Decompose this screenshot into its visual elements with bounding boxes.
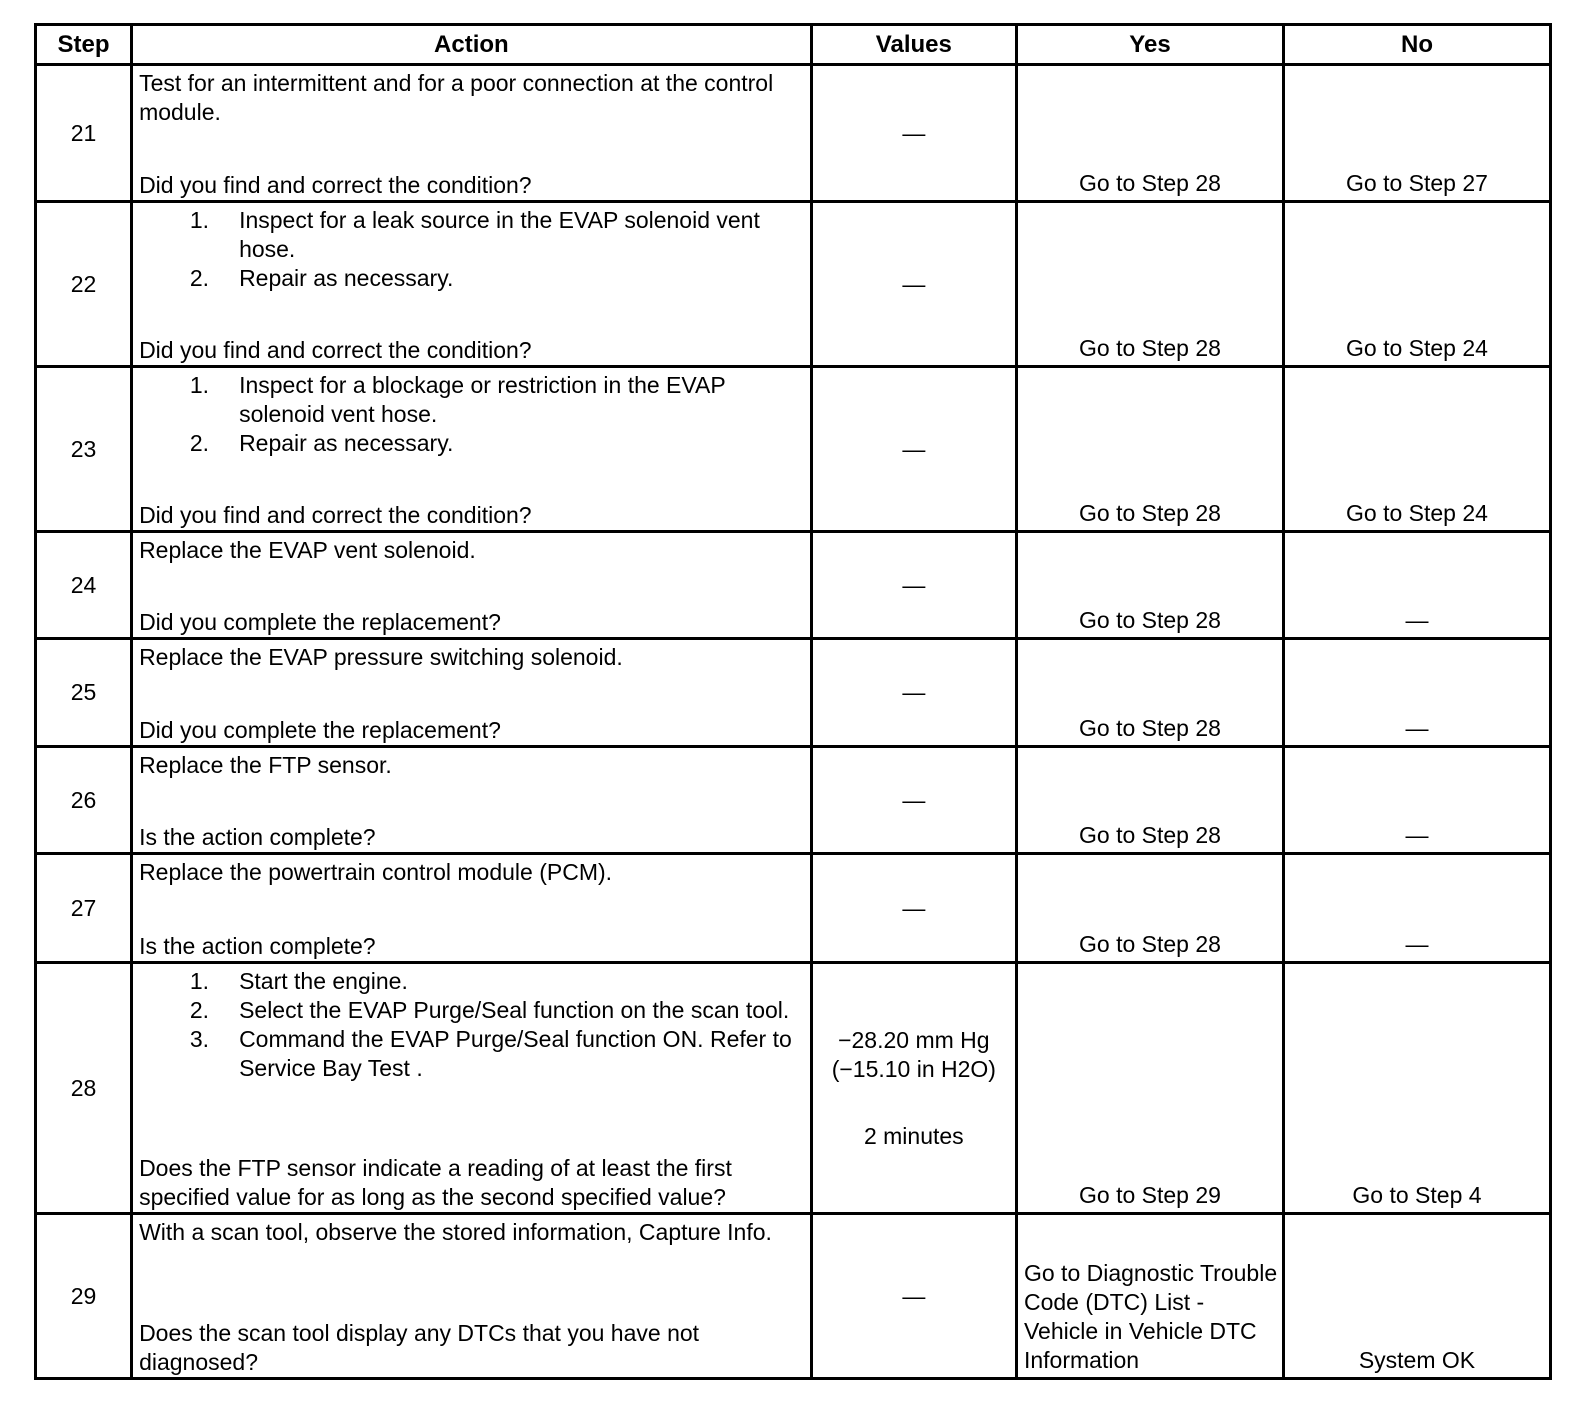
value-duration: 2 minutes bbox=[863, 1122, 964, 1149]
values-cell: — bbox=[811, 65, 1016, 202]
no-link-text: — bbox=[1405, 931, 1429, 957]
no-link-text: Go to Step 27 bbox=[1346, 170, 1488, 196]
yes-cell bbox=[1016, 202, 1283, 367]
action-cell bbox=[132, 532, 812, 639]
table-row bbox=[36, 65, 1551, 202]
step-number: 24 bbox=[36, 532, 132, 639]
no-link-text: — bbox=[1405, 822, 1429, 848]
value-pressure: −28.20 mm Hg bbox=[838, 1026, 990, 1053]
diagnostic-steps-table bbox=[34, 23, 1552, 1380]
header-values: Values bbox=[811, 25, 1016, 65]
table-row bbox=[36, 1214, 1551, 1379]
action-cell bbox=[132, 747, 812, 854]
values-cell: — bbox=[811, 854, 1016, 963]
table-row bbox=[36, 747, 1551, 854]
step-number: 25 bbox=[36, 639, 132, 747]
action-question: Does the FTP sensor indicate a reading of at least the first specified value for as long as the second specified value? bbox=[139, 1155, 732, 1210]
values-cell: — bbox=[811, 202, 1016, 367]
action-cell bbox=[132, 65, 812, 202]
step-number: 28 bbox=[36, 963, 132, 1214]
action-cell bbox=[132, 1214, 812, 1379]
table-row bbox=[36, 367, 1551, 532]
no-link-text: Go to Step 4 bbox=[1352, 1182, 1482, 1208]
step-number: 26 bbox=[36, 747, 132, 854]
list-item: 2. Repair as necessary. bbox=[189, 430, 454, 456]
yes-link-text: Go to Step 28 bbox=[1079, 170, 1221, 196]
table-row bbox=[36, 854, 1551, 963]
action-cell bbox=[132, 367, 812, 532]
list-item: 1. Inspect for a blockage or restriction in the EVAP solenoid vent hose. bbox=[189, 372, 726, 427]
action-question: Is the action complete? bbox=[139, 824, 376, 850]
values-cell: — bbox=[811, 747, 1016, 854]
yes-link-text: Go to Step 29 bbox=[1079, 1182, 1221, 1208]
no-cell bbox=[1283, 202, 1550, 367]
action-cell bbox=[132, 854, 812, 963]
action-question: Did you find and correct the condition? bbox=[139, 172, 532, 198]
no-cell bbox=[1283, 1214, 1550, 1379]
header-action: Action bbox=[132, 25, 812, 65]
action-question: Did you find and correct the condition? bbox=[139, 337, 532, 363]
table-row bbox=[36, 532, 1551, 639]
step-number: 22 bbox=[36, 202, 132, 367]
yes-cell bbox=[1016, 65, 1283, 202]
values-cell: — bbox=[811, 532, 1016, 639]
table-row bbox=[36, 202, 1551, 367]
header-step: Step bbox=[36, 25, 132, 65]
yes-cell bbox=[1016, 367, 1283, 532]
action-question: Does the scan tool display any DTCs that you have not diagnosed? bbox=[139, 1320, 700, 1375]
action-question: Did you find and correct the condition? bbox=[139, 502, 532, 528]
yes-link-text: Go to Step 28 bbox=[1079, 500, 1221, 526]
yes-link-text: Go to Step 28 bbox=[1079, 607, 1221, 633]
header-yes: Yes bbox=[1016, 25, 1283, 65]
value-pressure-alt: (−15.10 in H2O) bbox=[831, 1055, 996, 1082]
action-question: Did you complete the replacement? bbox=[139, 717, 501, 743]
action-text: Test for an intermittent and for a poor connection at the control module. bbox=[139, 70, 774, 125]
list-item: 2. Repair as necessary. bbox=[189, 265, 454, 291]
no-link-text: — bbox=[1405, 715, 1429, 741]
list-item: 2. Select the EVAP Purge/Seal function on the scan tool. bbox=[189, 997, 790, 1023]
header-no: No bbox=[1283, 25, 1550, 65]
no-cell bbox=[1283, 854, 1550, 963]
yes-link-text: Go to Diagnostic Trouble Code (DTC) List - Vehicle in Vehicle DTC Information bbox=[1023, 1260, 1278, 1373]
values-cell: — bbox=[811, 639, 1016, 747]
no-cell bbox=[1283, 963, 1550, 1214]
yes-cell bbox=[1016, 747, 1283, 854]
step-number: 21 bbox=[36, 65, 132, 202]
yes-cell bbox=[1016, 854, 1283, 963]
action-list bbox=[139, 206, 804, 293]
step-number: 27 bbox=[36, 854, 132, 963]
no-link-text: System OK bbox=[1358, 1347, 1476, 1373]
yes-link-text: Go to Step 28 bbox=[1079, 715, 1221, 741]
no-link-text: Go to Step 24 bbox=[1346, 335, 1488, 361]
list-item: 1. Inspect for a leak source in the EVAP solenoid vent hose. bbox=[189, 207, 760, 262]
header-row bbox=[36, 25, 1551, 65]
yes-cell bbox=[1016, 639, 1283, 747]
step-number: 23 bbox=[36, 367, 132, 532]
action-cell bbox=[132, 202, 812, 367]
action-text: Replace the EVAP pressure switching solenoid. bbox=[139, 644, 623, 670]
action-text: With a scan tool, observe the stored information, Capture Info. bbox=[139, 1219, 772, 1245]
no-cell bbox=[1283, 367, 1550, 532]
yes-link-text: Go to Step 28 bbox=[1079, 335, 1221, 361]
action-text: Replace the EVAP vent solenoid. bbox=[139, 537, 476, 563]
table-row bbox=[36, 963, 1551, 1214]
action-list bbox=[139, 967, 804, 1083]
step-number: 29 bbox=[36, 1214, 132, 1379]
action-cell bbox=[132, 639, 812, 747]
values-cell bbox=[811, 963, 1016, 1214]
action-text: Replace the powertrain control module (PCM). bbox=[139, 859, 613, 885]
values-cell: — bbox=[811, 367, 1016, 532]
no-cell bbox=[1283, 532, 1550, 639]
list-item: 1. Start the engine. bbox=[189, 968, 408, 994]
no-link-text: Go to Step 24 bbox=[1346, 500, 1488, 526]
yes-cell bbox=[1016, 1214, 1283, 1379]
yes-link-text: Go to Step 28 bbox=[1079, 931, 1221, 957]
action-question: Is the action complete? bbox=[139, 933, 376, 959]
yes-link-text: Go to Step 28 bbox=[1079, 822, 1221, 848]
action-text: Replace the FTP sensor. bbox=[139, 752, 392, 778]
values-cell: — bbox=[811, 1214, 1016, 1379]
action-question: Did you complete the replacement? bbox=[139, 609, 501, 635]
yes-cell bbox=[1016, 963, 1283, 1214]
action-list bbox=[139, 371, 804, 458]
table-row bbox=[36, 639, 1551, 747]
list-item: 3. Command the EVAP Purge/Seal function ON. Refer to Service Bay Test . bbox=[189, 1026, 792, 1081]
no-cell bbox=[1283, 747, 1550, 854]
yes-cell bbox=[1016, 532, 1283, 639]
no-cell bbox=[1283, 639, 1550, 747]
no-link-text: — bbox=[1405, 607, 1429, 633]
no-cell bbox=[1283, 65, 1550, 202]
action-cell bbox=[132, 963, 812, 1214]
